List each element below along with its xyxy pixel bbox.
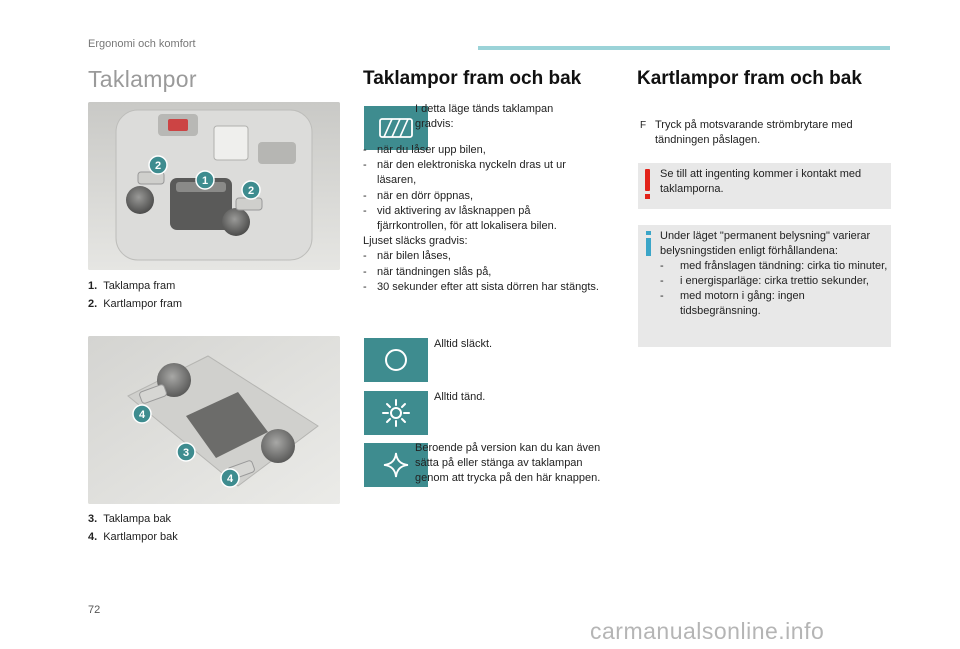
- always-on-text: Alltid tänd.: [434, 391, 486, 403]
- list-item: - när du låser upp bilen,: [363, 143, 601, 158]
- callout-2-left: [149, 156, 167, 174]
- list-item: - 30 sekunder efter att sista dörren har stängts.: [363, 280, 601, 295]
- info-icon-dot: [646, 231, 651, 235]
- warning-icon: [645, 169, 650, 191]
- legend-item: 3. Taklampa bak: [88, 513, 172, 525]
- off-heading: Ljuset släcks gradvis:: [363, 235, 468, 248]
- callout-4-lower: [221, 469, 239, 487]
- svg-text:1: 1: [201, 175, 209, 187]
- svg-text:3: 3: [182, 447, 190, 459]
- legend-item: 1. Taklampa fram: [88, 280, 176, 292]
- warning-icon-dot: [645, 194, 650, 199]
- svg-text:2: 2: [154, 160, 162, 172]
- list-item: - när den elektroniska nyckeln dras ut ur läsaren,: [363, 158, 601, 188]
- header-rule: [478, 46, 890, 50]
- info-content: [660, 229, 888, 319]
- callout-3: [177, 443, 195, 461]
- list-item: - i energisparläge: cirka trettio sekunder,: [660, 274, 888, 289]
- warning-text: Se till att ingenting kommer i kontakt med taklamporna.: [660, 168, 862, 195]
- warning-box: [638, 163, 891, 209]
- gradual-mode-details: [363, 143, 601, 295]
- front-rear-heading: Taklampor fram och bak: [363, 68, 582, 89]
- always-on-icon: [364, 391, 428, 435]
- list-item: - när tändningen slås på,: [363, 265, 601, 280]
- map-lamps-heading: Kartlampor fram och bak: [637, 68, 862, 89]
- callout-2-right: [242, 181, 260, 199]
- rear-legend: [88, 510, 178, 546]
- list-item: - vid aktivering av låsknappen på fjärrkontrollen, för att lokalisera bilen.: [363, 204, 601, 234]
- front-lamp-illustration: [88, 102, 340, 270]
- rear-lamp-illustration: [88, 336, 340, 504]
- list-item: - när en dörr öppnas,: [363, 189, 601, 204]
- section-label: Ergonomi och komfort: [88, 38, 196, 50]
- info-box: [638, 225, 891, 347]
- gradual-mode-text: I detta läge tänds taklampan gradvis:: [415, 103, 554, 131]
- instruction-text: Tryck på motsvarande strömbrytare med tändningen påslagen.: [655, 119, 853, 147]
- instruction: [640, 118, 890, 148]
- svg-text:4: 4: [226, 473, 234, 485]
- touch-button-text: Beroende på version kan du kan även sätta på eller stänga av taklampan genom att trycka på den här knappen.: [415, 442, 601, 485]
- rear-lamp-photo: [88, 336, 340, 504]
- list-item: - när bilen låses,: [363, 249, 601, 264]
- list-item: - med frånslagen tändning: cirka tio minuter,: [660, 259, 888, 274]
- info-intro: Under läget "permanent belysning" varierar belysningstiden enligt förhållandena:: [660, 230, 871, 257]
- list-item: - med motorn i gång: ingen tidsbegränsning.: [660, 289, 888, 319]
- front-legend: [88, 277, 182, 313]
- front-lamp-photo: [88, 102, 340, 270]
- callout-4-upper: [133, 405, 151, 423]
- always-off-text: Alltid släckt.: [434, 338, 493, 350]
- always-off-icon: [364, 338, 428, 382]
- page-number: 72: [88, 604, 101, 616]
- instruction-marker: F: [640, 120, 647, 131]
- svg-text:2: 2: [247, 185, 255, 197]
- svg-text:4: 4: [138, 409, 146, 421]
- legend-item: 4. Kartlampor bak: [88, 531, 178, 543]
- legend-item: 2. Kartlampor fram: [88, 298, 183, 310]
- info-icon: [646, 238, 651, 256]
- callout-1: [196, 171, 214, 189]
- watermark: carmanualsonline.info: [590, 618, 825, 644]
- page-title: Taklampor: [88, 66, 197, 92]
